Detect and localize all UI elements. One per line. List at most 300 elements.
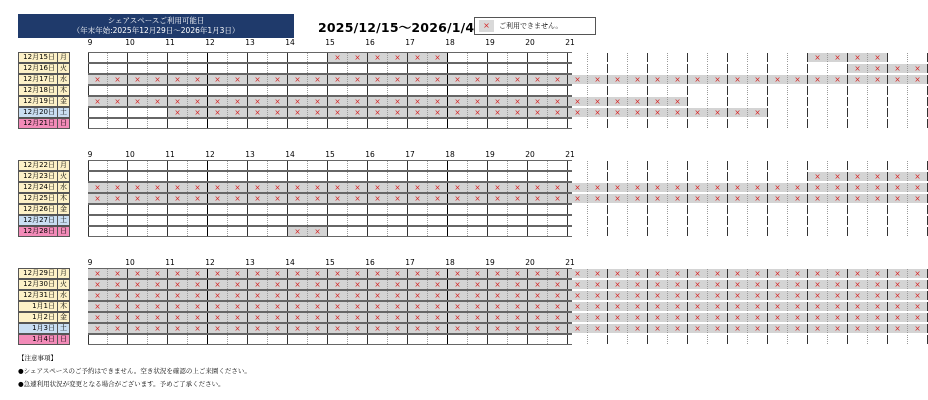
unavailable-slot: × xyxy=(748,269,768,278)
unavailable-slot: × xyxy=(288,291,308,300)
available-slot xyxy=(768,119,788,128)
unavailable-slot: × xyxy=(268,75,288,84)
available-slot xyxy=(268,119,288,128)
unavailable-slot: × xyxy=(248,291,268,300)
available-slot xyxy=(208,64,228,73)
available-slot xyxy=(388,161,408,170)
available-slot xyxy=(148,108,168,117)
available-slot xyxy=(228,335,248,344)
available-slot xyxy=(468,53,488,62)
available-slot xyxy=(668,205,688,214)
available-slot xyxy=(88,86,108,95)
available-slot xyxy=(188,161,208,170)
unavailable-slot: × xyxy=(688,108,708,117)
unavailable-slot: × xyxy=(168,269,188,278)
available-slot xyxy=(428,227,448,236)
unavailable-slot: × xyxy=(848,269,868,278)
unavailable-slot: × xyxy=(308,194,328,203)
unavailable-slot: × xyxy=(708,183,728,192)
available-slot xyxy=(548,335,568,344)
available-slot xyxy=(628,119,648,128)
available-slot xyxy=(908,227,928,236)
available-slot xyxy=(728,86,748,95)
weekday-cell: 水 xyxy=(58,290,70,301)
available-slot xyxy=(448,227,468,236)
unavailable-slot: × xyxy=(868,75,888,84)
available-slot xyxy=(688,172,708,181)
hour-label: 12 xyxy=(205,150,215,159)
unavailable-slot: × xyxy=(668,302,688,311)
available-slot xyxy=(648,119,668,128)
available-slot xyxy=(828,119,848,128)
hour-label: 10 xyxy=(125,38,135,47)
unavailable-slot: × xyxy=(408,291,428,300)
hour-label: 18 xyxy=(445,258,455,267)
unavailable-slot: × xyxy=(288,302,308,311)
available-slot xyxy=(788,161,808,170)
unavailable-slot: × xyxy=(208,183,228,192)
available-slot xyxy=(188,335,208,344)
unavailable-slot: × xyxy=(328,183,348,192)
available-slot xyxy=(748,97,768,106)
unavailable-slot: × xyxy=(328,280,348,289)
available-slot xyxy=(568,335,588,344)
unavailable-slot: × xyxy=(288,183,308,192)
unavailable-slot: × xyxy=(468,291,488,300)
available-slot xyxy=(248,205,268,214)
available-slot xyxy=(88,335,108,344)
unavailable-slot: × xyxy=(288,227,308,236)
unavailable-slot: × xyxy=(348,324,368,333)
unavailable-slot: × xyxy=(228,194,248,203)
unavailable-slot: × xyxy=(568,183,588,192)
unavailable-slot: × xyxy=(688,302,708,311)
available-slot xyxy=(548,86,568,95)
date-cell: 12月27日 xyxy=(18,215,58,226)
unavailable-slot: × xyxy=(268,194,288,203)
unavailable-slot: × xyxy=(368,97,388,106)
unavailable-slot: × xyxy=(228,302,248,311)
available-slot xyxy=(648,205,668,214)
available-slot xyxy=(428,64,448,73)
unavailable-slot: × xyxy=(368,53,388,62)
unavailable-slot: × xyxy=(288,324,308,333)
available-slot xyxy=(408,227,428,236)
available-slot xyxy=(348,335,368,344)
unavailable-slot: × xyxy=(568,280,588,289)
available-slot xyxy=(348,161,368,170)
available-slot xyxy=(148,64,168,73)
available-slot xyxy=(708,86,728,95)
unavailable-slot: × xyxy=(548,194,568,203)
available-slot xyxy=(128,108,148,117)
available-slot xyxy=(508,161,528,170)
available-slot xyxy=(328,205,348,214)
unavailable-slot: × xyxy=(808,313,828,322)
available-slot xyxy=(288,205,308,214)
available-slot xyxy=(628,227,648,236)
available-slot xyxy=(748,119,768,128)
unavailable-slot: × xyxy=(268,183,288,192)
available-slot xyxy=(648,161,668,170)
unavailable-slot: × xyxy=(488,75,508,84)
unavailable-slot: × xyxy=(408,75,428,84)
available-slot xyxy=(708,53,728,62)
unavailable-slot: × xyxy=(408,194,428,203)
available-slot xyxy=(788,216,808,225)
unavailable-slot: × xyxy=(428,302,448,311)
hour-label: 17 xyxy=(405,258,415,267)
available-slot xyxy=(668,119,688,128)
unavailable-slot: × xyxy=(188,280,208,289)
available-slot xyxy=(408,86,428,95)
hour-label: 12 xyxy=(205,258,215,267)
available-slot xyxy=(648,172,668,181)
available-slot xyxy=(208,216,228,225)
available-slot xyxy=(368,216,388,225)
unavailable-slot: × xyxy=(728,269,748,278)
available-slot xyxy=(88,161,108,170)
available-slot xyxy=(428,335,448,344)
available-slot xyxy=(148,161,168,170)
available-slot xyxy=(608,227,628,236)
available-slot xyxy=(728,216,748,225)
available-slot xyxy=(788,205,808,214)
unavailable-slot: × xyxy=(888,75,908,84)
date-cell: 1月1日 xyxy=(18,301,58,312)
unavailable-slot: × xyxy=(808,269,828,278)
available-slot xyxy=(528,216,548,225)
schedule-period: 2025/12/15～2026/1/4 xyxy=(318,20,475,35)
unavailable-slot: × xyxy=(148,75,168,84)
available-slot xyxy=(108,227,128,236)
unavailable-slot: × xyxy=(328,108,348,117)
available-slot xyxy=(828,108,848,117)
legend-text: ご利用できません。 xyxy=(499,22,563,30)
unavailable-slot: × xyxy=(168,75,188,84)
available-slot xyxy=(808,119,828,128)
unavailable-slot: × xyxy=(568,313,588,322)
available-slot xyxy=(848,335,868,344)
available-slot xyxy=(808,97,828,106)
available-slot xyxy=(728,227,748,236)
unavailable-slot: × xyxy=(488,313,508,322)
available-slot xyxy=(308,161,328,170)
hour-label: 11 xyxy=(165,38,175,47)
hour-label: 21 xyxy=(565,150,575,159)
available-slot xyxy=(628,86,648,95)
available-slot xyxy=(308,335,328,344)
unavailable-slot: × xyxy=(488,194,508,203)
available-slot xyxy=(188,53,208,62)
time-slot-grid xyxy=(88,118,572,129)
available-slot xyxy=(728,64,748,73)
unavailable-slot: × xyxy=(688,313,708,322)
available-slot xyxy=(808,161,828,170)
available-slot xyxy=(668,335,688,344)
unavailable-slot: × xyxy=(888,64,908,73)
unavailable-slot: × xyxy=(908,291,928,300)
time-slot-grid xyxy=(88,268,921,279)
unavailable-slot: × xyxy=(728,280,748,289)
hour-label: 20 xyxy=(525,258,535,267)
unavailable-slot: × xyxy=(348,313,368,322)
available-slot xyxy=(588,64,608,73)
available-slot xyxy=(328,172,348,181)
available-slot xyxy=(508,64,528,73)
available-slot xyxy=(248,172,268,181)
unavailable-slot: × xyxy=(248,108,268,117)
unavailable-slot: × xyxy=(648,291,668,300)
available-slot xyxy=(168,227,188,236)
unavailable-slot: × xyxy=(188,302,208,311)
available-slot xyxy=(828,97,848,106)
unavailable-slot: × xyxy=(548,324,568,333)
available-slot xyxy=(588,205,608,214)
hour-label: 11 xyxy=(165,258,175,267)
hour-label: 16 xyxy=(365,150,375,159)
unavailable-slot: × xyxy=(308,97,328,106)
available-slot xyxy=(628,161,648,170)
unavailable-slot: × xyxy=(748,108,768,117)
unavailable-slot: × xyxy=(768,194,788,203)
time-slot-grid xyxy=(88,74,921,85)
available-slot xyxy=(368,86,388,95)
unavailable-slot: × xyxy=(508,280,528,289)
unavailable-slot: × xyxy=(288,280,308,289)
unavailable-slot: × xyxy=(428,75,448,84)
available-slot xyxy=(608,216,628,225)
weekday-cell: 金 xyxy=(58,312,70,323)
available-slot xyxy=(888,108,908,117)
unavailable-slot: × xyxy=(728,194,748,203)
unavailable-slot: × xyxy=(888,313,908,322)
hour-label: 18 xyxy=(445,150,455,159)
available-slot xyxy=(828,161,848,170)
time-slot-grid xyxy=(88,193,921,204)
unavailable-slot: × xyxy=(188,269,208,278)
unavailable-slot: × xyxy=(268,97,288,106)
date-cell: 12月24日 xyxy=(18,182,58,193)
unavailable-slot: × xyxy=(388,183,408,192)
available-slot xyxy=(368,64,388,73)
unavailable-slot: × xyxy=(308,313,328,322)
unavailable-slot: × xyxy=(528,269,548,278)
unavailable-slot: × xyxy=(648,97,668,106)
available-slot xyxy=(88,172,108,181)
available-slot xyxy=(468,86,488,95)
unavailable-slot: × xyxy=(348,97,368,106)
unavailable-slot: × xyxy=(368,313,388,322)
unavailable-slot: × xyxy=(328,302,348,311)
unavailable-slot: × xyxy=(328,194,348,203)
unavailable-slot: × xyxy=(148,324,168,333)
unavailable-slot: × xyxy=(428,291,448,300)
weekday-cell: 木 xyxy=(58,193,70,204)
unavailable-slot: × xyxy=(368,291,388,300)
available-slot xyxy=(888,205,908,214)
unavailable-slot: × xyxy=(768,302,788,311)
available-slot xyxy=(528,86,548,95)
unavailable-slot: × xyxy=(888,172,908,181)
unavailable-slot: × xyxy=(148,194,168,203)
unavailable-slot: × xyxy=(168,324,188,333)
available-slot xyxy=(848,108,868,117)
unavailable-slot: × xyxy=(208,302,228,311)
unavailable-slot: × xyxy=(808,183,828,192)
unavailable-slot: × xyxy=(668,324,688,333)
unavailable-slot: × xyxy=(828,172,848,181)
available-slot xyxy=(348,227,368,236)
available-slot xyxy=(768,53,788,62)
unavailable-slot: × xyxy=(648,280,668,289)
unavailable-slot: × xyxy=(408,97,428,106)
available-slot xyxy=(728,335,748,344)
available-slot xyxy=(668,161,688,170)
available-slot xyxy=(688,335,708,344)
available-slot xyxy=(388,205,408,214)
available-slot xyxy=(368,172,388,181)
available-slot xyxy=(268,53,288,62)
available-slot xyxy=(708,119,728,128)
available-slot xyxy=(608,205,628,214)
unavailable-slot: × xyxy=(708,194,728,203)
available-slot xyxy=(568,119,588,128)
available-slot xyxy=(148,53,168,62)
available-slot xyxy=(748,161,768,170)
available-slot xyxy=(808,227,828,236)
hour-label: 14 xyxy=(285,38,295,47)
available-slot xyxy=(288,64,308,73)
available-slot xyxy=(228,53,248,62)
available-slot xyxy=(888,86,908,95)
unavailable-slot: × xyxy=(528,75,548,84)
available-slot xyxy=(348,216,368,225)
unavailable-slot: × xyxy=(168,97,188,106)
available-slot xyxy=(168,205,188,214)
available-slot xyxy=(908,161,928,170)
available-slot xyxy=(908,86,928,95)
available-slot xyxy=(468,119,488,128)
available-slot xyxy=(368,119,388,128)
unavailable-slot: × xyxy=(688,291,708,300)
weekday-cell: 金 xyxy=(58,96,70,107)
time-slot-grid xyxy=(88,63,921,74)
available-slot xyxy=(508,205,528,214)
available-slot xyxy=(448,172,468,181)
unavailable-slot: × xyxy=(908,75,928,84)
unavailable-slot: × xyxy=(208,280,228,289)
available-slot xyxy=(528,227,548,236)
available-slot xyxy=(528,172,548,181)
unavailable-slot: × xyxy=(128,75,148,84)
available-slot xyxy=(648,64,668,73)
available-slot xyxy=(708,64,728,73)
date-cell: 12月25日 xyxy=(18,193,58,204)
unavailable-slot: × xyxy=(448,302,468,311)
unavailable-slot: × xyxy=(608,194,628,203)
unavailable-slot: × xyxy=(168,183,188,192)
schedule-subtitle: （年末年始:2025年12月29日～2026年1月3日） xyxy=(72,26,240,35)
unavailable-slot: × xyxy=(608,183,628,192)
unavailable-slot: × xyxy=(428,280,448,289)
available-slot xyxy=(908,108,928,117)
unavailable-slot: × xyxy=(628,269,648,278)
available-slot xyxy=(728,53,748,62)
available-slot xyxy=(408,64,428,73)
available-slot xyxy=(808,205,828,214)
unavailable-slot: × xyxy=(488,291,508,300)
unavailable-slot: × xyxy=(448,269,468,278)
unavailable-slot: × xyxy=(708,280,728,289)
available-slot xyxy=(348,86,368,95)
available-slot xyxy=(548,205,568,214)
unavailable-slot: × xyxy=(888,324,908,333)
weekday-cell: 月 xyxy=(58,160,70,171)
available-slot xyxy=(588,227,608,236)
available-slot xyxy=(88,108,108,117)
unavailable-slot: × xyxy=(108,269,128,278)
available-slot xyxy=(628,53,648,62)
available-slot xyxy=(868,119,888,128)
unavailable-slot: × xyxy=(428,97,448,106)
unavailable-slot: × xyxy=(528,97,548,106)
available-slot xyxy=(108,86,128,95)
unavailable-slot: × xyxy=(608,291,628,300)
available-slot xyxy=(468,64,488,73)
available-slot xyxy=(268,161,288,170)
available-slot xyxy=(168,216,188,225)
unavailable-slot: × xyxy=(888,269,908,278)
available-slot xyxy=(108,161,128,170)
date-cell: 12月19日 xyxy=(18,96,58,107)
unavailable-slot: × xyxy=(808,194,828,203)
available-slot xyxy=(748,53,768,62)
unavailable-slot: × xyxy=(828,194,848,203)
weekday-cell: 土 xyxy=(58,215,70,226)
unavailable-slot: × xyxy=(868,313,888,322)
available-slot xyxy=(888,216,908,225)
available-slot xyxy=(148,119,168,128)
available-slot xyxy=(328,335,348,344)
unavailable-slot: × xyxy=(288,108,308,117)
unavailable-slot: × xyxy=(648,302,668,311)
unavailable-slot: × xyxy=(748,183,768,192)
unavailable-slot: × xyxy=(848,183,868,192)
available-slot xyxy=(468,161,488,170)
unavailable-slot: × xyxy=(128,194,148,203)
unavailable-slot: × xyxy=(868,194,888,203)
available-slot xyxy=(108,53,128,62)
unavailable-slot: × xyxy=(388,313,408,322)
unavailable-slot: × xyxy=(888,302,908,311)
unavailable-slot: × xyxy=(228,75,248,84)
available-slot xyxy=(308,216,328,225)
available-slot xyxy=(588,335,608,344)
available-slot xyxy=(308,86,328,95)
available-slot xyxy=(168,335,188,344)
unavailable-slot: × xyxy=(308,291,328,300)
available-slot xyxy=(248,335,268,344)
unavailable-slot: × xyxy=(868,172,888,181)
available-slot xyxy=(808,86,828,95)
unavailable-slot: × xyxy=(168,280,188,289)
unavailable-slot: × xyxy=(848,291,868,300)
unavailable-slot: × xyxy=(528,108,548,117)
unavailable-slot: × xyxy=(88,324,108,333)
unavailable-slot: × xyxy=(428,194,448,203)
unavailable-slot: × xyxy=(248,97,268,106)
